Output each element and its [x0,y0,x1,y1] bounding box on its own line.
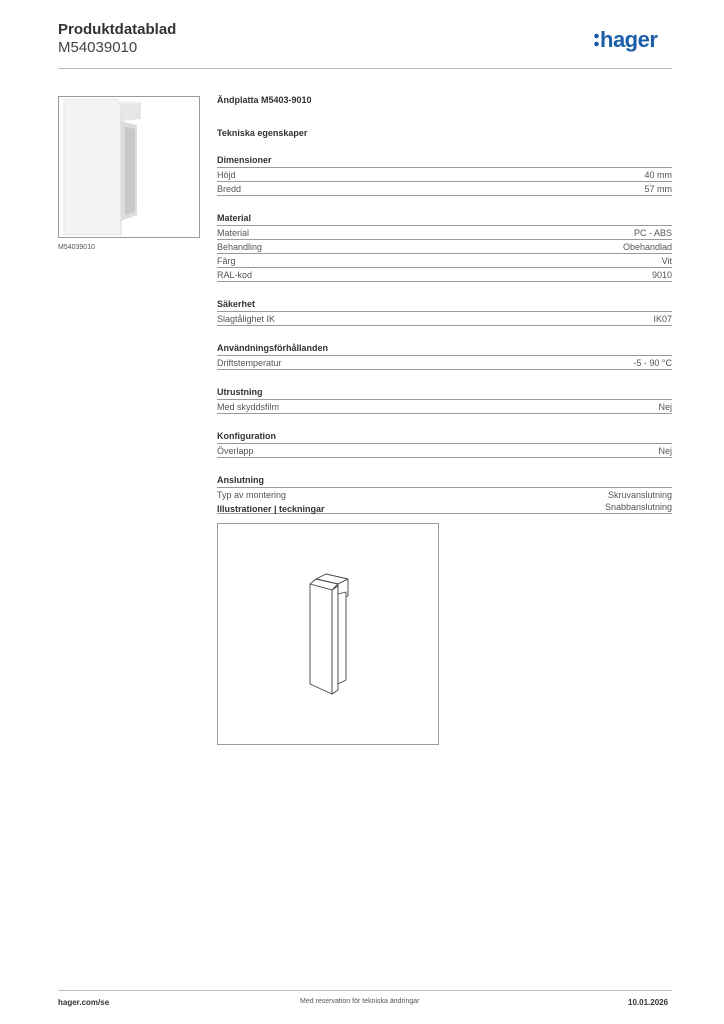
spec-row [217,254,672,268]
spec-value: Nej [658,402,672,412]
spec-value-line: Snabbanslutning [604,502,672,512]
spec-value: -5 - 90 °C [633,358,672,368]
spec-group-title: Konfiguration [217,431,672,444]
spec-value: PC - ABS [633,228,672,238]
spec-label: Material [217,228,250,238]
spec-group-safety [217,299,672,326]
spec-row [217,182,672,196]
illustrations-heading: Illustrationer | teckningar [217,504,325,514]
spec-value-line: Skruvanslutning [607,490,672,500]
spec-label: Driftstemperatur [217,358,282,368]
spec-value: 9010 [651,270,672,280]
spec-group-equipment [217,387,672,414]
spec-group-title: Material [217,213,672,226]
spec-label: Höjd [217,170,236,180]
spec-value: 57 mm [644,184,672,194]
logo-dots-icon [594,33,599,48]
end-plate-photo-icon [59,97,199,237]
spec-group-title: Anslutning [217,475,672,488]
logo-text: hager [600,27,658,52]
spec-label: Typ av montering [217,490,287,500]
spec-row [217,400,672,414]
spec-row [217,444,672,458]
footer-divider [58,990,672,991]
spec-value: Obehandlad [622,242,672,252]
spec-value: Nej [658,446,672,456]
header-title: Produktdatablad [58,21,177,38]
product-name: Ändplatta M5403-9010 [217,95,312,105]
spec-value: Vit [661,256,672,266]
spec-group-material [217,213,672,282]
spec-group-configuration [217,431,672,458]
spec-label: Med skyddsfilm [217,402,280,412]
header-product-code: M54039010 [58,39,138,56]
spec-group-title: Säkerhet [217,299,672,312]
specs-panel [217,95,672,514]
spec-label: Bredd [217,184,242,194]
spec-row [217,356,672,370]
spec-value: 40 mm [644,170,672,180]
spec-group-title: Användningsförhållanden [217,343,672,356]
spec-label: Behandling [217,242,263,252]
spec-label: Färg [217,256,236,266]
spec-value: IK07 [653,314,672,324]
spec-row [217,268,672,282]
spec-label: RAL-kod [217,270,253,280]
product-photo-caption: M54039010 [58,244,95,251]
spec-row [217,240,672,254]
header-divider [58,68,672,69]
footer-date: 10.01.2026 [628,998,669,1007]
spec-row [217,168,672,182]
spec-row [217,226,672,240]
spec-group-conditions [217,343,672,370]
spec-group-dimensions [217,155,672,196]
specs-heading: Tekniska egenskaper [217,128,308,138]
hager-logo [594,29,657,51]
end-plate-drawing-icon [218,524,438,744]
spec-row [217,312,672,326]
product-photo [58,96,200,238]
spec-value [605,489,672,513]
spec-group-title: Dimensioner [217,155,672,168]
spec-group-title: Utrustning [217,387,672,400]
illustration-frame [217,523,439,745]
spec-label: Överlapp [217,446,254,456]
footer-website-link[interactable]: hager.com/se [58,998,110,1007]
footer-disclaimer: Med reservation för tekniska ändringar [300,998,420,1005]
spec-label: Slagtålighet IK [217,314,276,324]
